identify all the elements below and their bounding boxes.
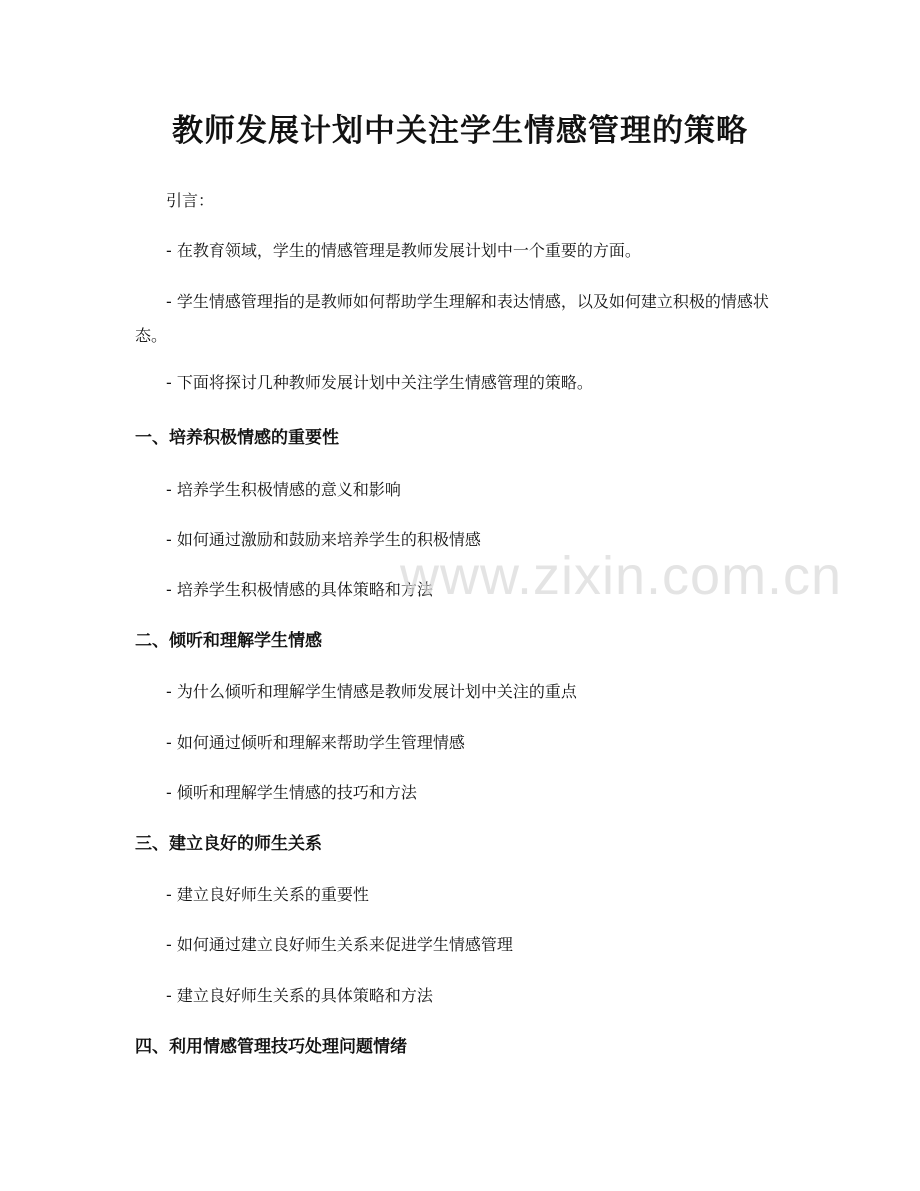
intro-point-1: - 在教育领域，学生的情感管理是教师发展计划中一个重要的方面。 (166, 241, 641, 260)
section-heading-2: 二、倾听和理解学生情感 (135, 631, 322, 651)
section-2-point-2: - 如何通过倾听和理解来帮助学生管理情感 (166, 733, 465, 752)
intro-label: 引言： (166, 191, 215, 210)
section-1-point-2: - 如何通过激励和鼓励来培养学生的积极情感 (166, 530, 481, 549)
section-1-point-3: - 培养学生积极情感的具体策略和方法 (166, 580, 433, 599)
section-3-point-1: - 建立良好师生关系的重要性 (166, 885, 369, 904)
section-heading-1: 一、培养积极情感的重要性 (135, 428, 339, 448)
section-2-point-3: - 倾听和理解学生情感的技巧和方法 (166, 783, 417, 802)
document-title: 教师发展计划中关注学生情感管理的策略 (172, 113, 748, 149)
section-3-point-2: - 如何通过建立良好师生关系来促进学生情感管理 (166, 935, 513, 954)
section-heading-4: 四、利用情感管理技巧处理问题情绪 (135, 1037, 407, 1057)
section-1-point-1: - 培养学生积极情感的意义和影响 (166, 480, 401, 499)
intro-point-3: - 下面将探讨几种教师发展计划中关注学生情感管理的策略。 (166, 373, 593, 392)
section-heading-3: 三、建立良好的师生关系 (135, 834, 322, 854)
section-2-point-1: - 为什么倾听和理解学生情感是教师发展计划中关注的重点 (166, 682, 577, 701)
section-3-point-3: - 建立良好师生关系的具体策略和方法 (166, 986, 433, 1005)
watermark: www.zixin.com.cn (400, 546, 843, 606)
intro-point-2: - 学生情感管理指的是教师如何帮助学生理解和表达情感，以及如何建立积极的情感状态。 (135, 292, 769, 345)
